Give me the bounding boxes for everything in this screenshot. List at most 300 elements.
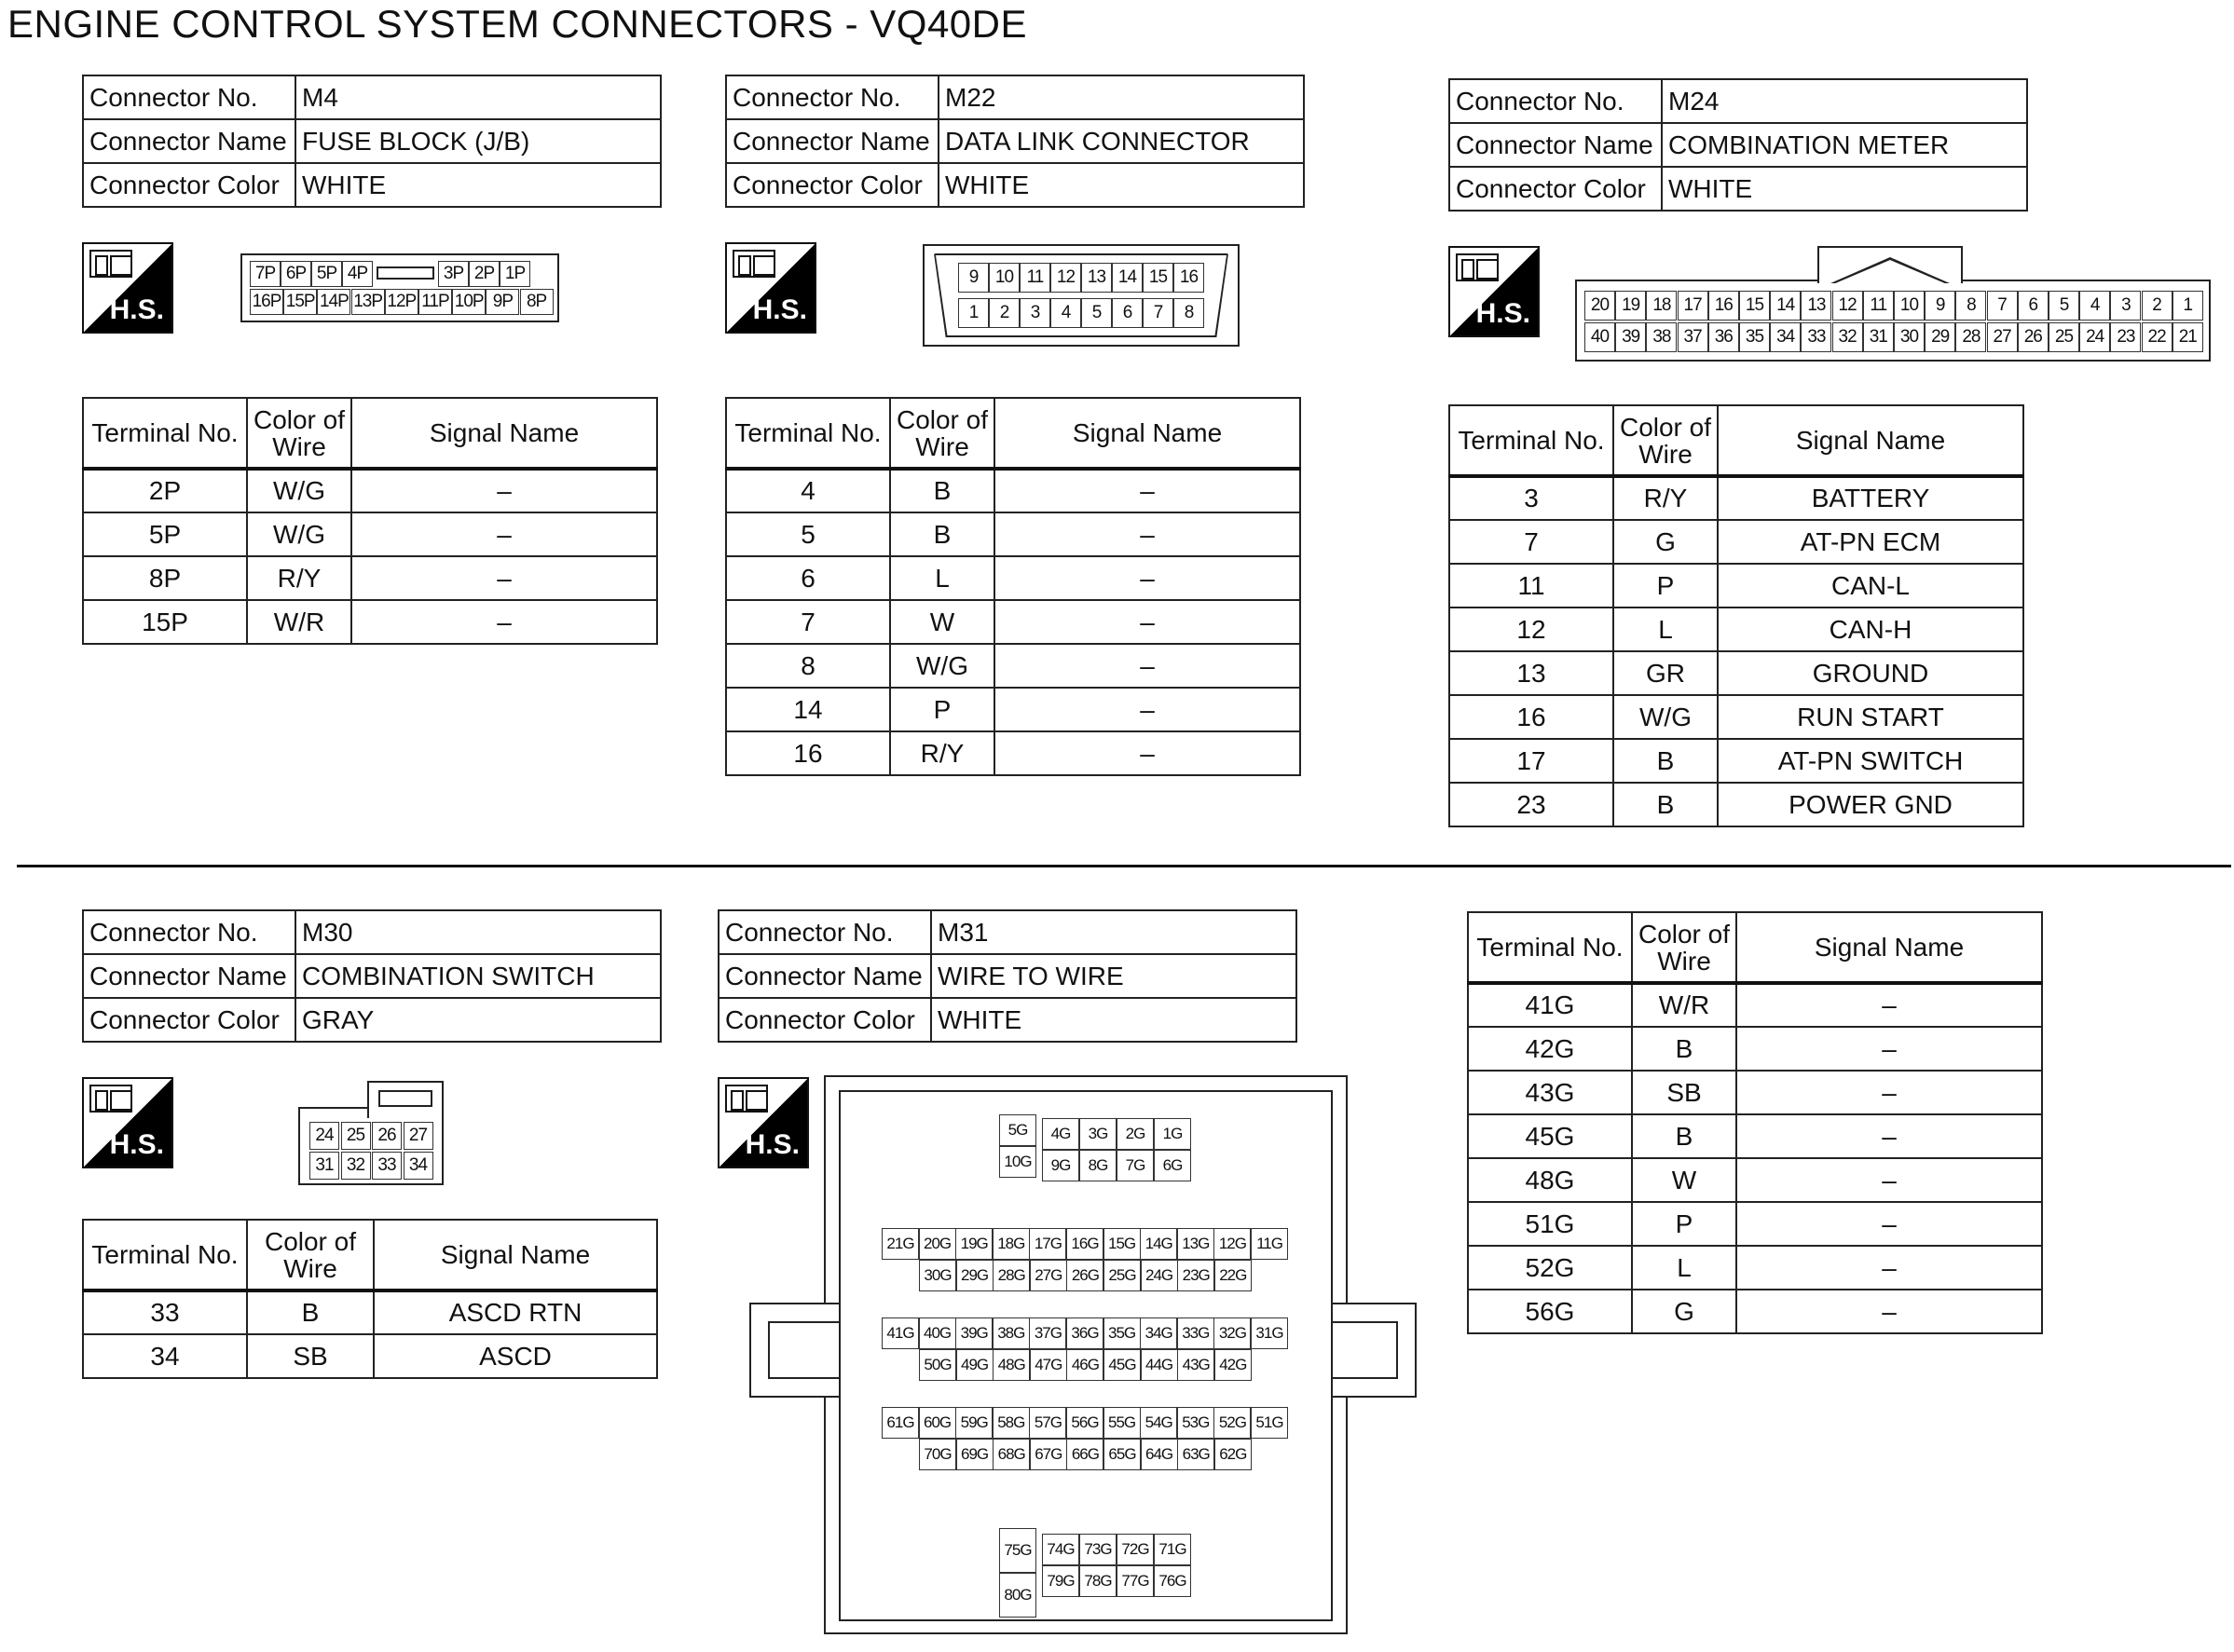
- connector-name-label: Connector Name: [719, 954, 931, 998]
- pin-cavity: 33: [1801, 322, 1831, 352]
- terminal-row: [1468, 1071, 2042, 1114]
- signal-name-cell: RUN START: [1718, 695, 2023, 739]
- pin-cavity: 11P: [418, 289, 452, 315]
- wire-color-cell: B: [1613, 739, 1718, 783]
- pin-cavity: 80G: [999, 1573, 1036, 1618]
- pin-cavity: 2: [989, 298, 1020, 328]
- pin-cavity: 3P: [438, 261, 469, 287]
- pin-cavity: 3G: [1079, 1118, 1117, 1150]
- harness-side-badge: [725, 242, 816, 334]
- pin-cavity: 49G: [956, 1349, 994, 1381]
- pin-cavity: 6: [1112, 298, 1143, 328]
- signal-name-cell: –: [994, 731, 1300, 775]
- m30-connector-face: [298, 1081, 444, 1185]
- wire-color-cell: W: [890, 600, 994, 644]
- terminal-no-cell: 12: [1449, 608, 1613, 651]
- pin-cavity: 26: [2018, 322, 2049, 352]
- pin-cavity: 12P: [385, 289, 418, 315]
- connector-color-label: Connector Color: [1449, 167, 1662, 211]
- signal-name-cell: –: [1736, 1114, 2042, 1158]
- m22-connector-face: [923, 244, 1240, 347]
- m22-info-table: [725, 75, 1305, 208]
- pin-cavity: 39: [1615, 322, 1646, 352]
- signal-name-cell: AT-PN SWITCH: [1718, 739, 2023, 783]
- pin-cavity: 15: [1739, 291, 1770, 321]
- signal-name-cell: ASCD: [374, 1334, 657, 1378]
- pin-cavity: 5: [1081, 298, 1112, 328]
- terminal-row: [1449, 739, 2023, 783]
- terminal-no-cell: 5: [726, 512, 890, 556]
- terminal-no-cell: 8: [726, 644, 890, 688]
- pin-cavity: 23G: [1177, 1260, 1214, 1291]
- pin-cavity: 67G: [1030, 1439, 1067, 1470]
- wire-color-cell: B: [1613, 783, 1718, 826]
- signal-name-header: Signal Name: [374, 1220, 657, 1290]
- terminal-row: [83, 600, 657, 644]
- terminal-row: [1468, 1027, 2042, 1071]
- terminal-no-cell: 14: [726, 688, 890, 731]
- wire-color-cell: L: [890, 556, 994, 600]
- terminal-no-cell: 33: [83, 1290, 247, 1334]
- terminal-row: [83, 469, 657, 512]
- harness-side-badge: [82, 1077, 173, 1168]
- pin-cavity: 28G: [993, 1260, 1030, 1291]
- pin-cavity: 7: [1987, 291, 2018, 321]
- pin-cavity: 25G: [1103, 1260, 1141, 1291]
- connector-color-value: WHITE: [295, 163, 661, 207]
- pin-cavity: 66G: [1066, 1439, 1103, 1470]
- pin-cavity: 4: [2079, 291, 2110, 321]
- terminal-row: [1449, 608, 2023, 651]
- pin-cavity: 6P: [281, 261, 311, 287]
- pin-cavity: 8P: [520, 289, 554, 315]
- pin-cavity: 9: [1925, 291, 1955, 321]
- pin-cavity: 26: [372, 1122, 402, 1150]
- wire-color-cell: W/R: [247, 600, 351, 644]
- signal-name-cell: –: [1736, 1246, 2042, 1290]
- connector-no-value: M31: [931, 910, 1296, 954]
- terminal-row: [726, 688, 1300, 731]
- pin-cavity: 19G: [955, 1228, 993, 1260]
- terminal-no-cell: 41G: [1468, 983, 1632, 1027]
- signal-name-cell: –: [351, 469, 657, 512]
- pin-cavity: 12G: [1213, 1228, 1251, 1260]
- pin-cavity: 2: [2142, 291, 2172, 321]
- pin-cavity: 29: [1925, 322, 1955, 352]
- color-of-wire-header: Color of Wire: [1613, 405, 1718, 476]
- wire-color-cell: SB: [1632, 1071, 1736, 1114]
- pin-cavity: 25: [341, 1122, 371, 1150]
- pin-cavity: 47G: [1030, 1349, 1067, 1381]
- terminal-row: [83, 556, 657, 600]
- connector-no-label: Connector No.: [726, 75, 939, 119]
- pin-cavity: 30: [1894, 322, 1925, 352]
- signal-name-cell: –: [1736, 983, 2042, 1027]
- connector-name-value: COMBINATION SWITCH: [295, 954, 661, 998]
- pin-cavity: 26G: [1066, 1260, 1103, 1291]
- terminal-no-cell: 7: [1449, 520, 1613, 564]
- terminal-no-cell: 7: [726, 600, 890, 644]
- connector-no-value: M24: [1662, 79, 2027, 123]
- pin-cavity: 14: [1770, 291, 1801, 321]
- signal-name-cell: CAN-L: [1718, 564, 2023, 608]
- pin-cavity: 10: [1894, 291, 1925, 321]
- pin-cavity: 21: [2172, 322, 2203, 352]
- connector-no-label: Connector No.: [719, 910, 931, 954]
- pin-cavity: 37: [1678, 322, 1708, 352]
- connector-no-value: M4: [295, 75, 661, 119]
- m31-terminal-table: [1467, 911, 2043, 1334]
- m22-terminal-table: [725, 397, 1301, 776]
- pin-cavity: 40G: [919, 1318, 956, 1349]
- hs-label: H.S.: [752, 294, 807, 325]
- pin-cavity: 14G: [1140, 1228, 1177, 1260]
- wire-color-cell: R/Y: [1613, 476, 1718, 520]
- pin-cavity: 7P: [250, 261, 281, 287]
- pin-cavity: 2P: [469, 261, 500, 287]
- color-of-wire-header: Color of Wire: [247, 1220, 374, 1290]
- pin-cavity: 14P: [317, 289, 350, 315]
- pin-cavity: 40: [1584, 322, 1615, 352]
- terminal-no-cell: 5P: [83, 512, 247, 556]
- pin-cavity: 62G: [1214, 1439, 1252, 1470]
- wire-color-cell: R/Y: [890, 731, 994, 775]
- connector-color-label: Connector Color: [83, 998, 295, 1042]
- terminal-no-cell: 45G: [1468, 1114, 1632, 1158]
- connector-name-label: Connector Name: [1449, 123, 1662, 167]
- pin-cavity: 25: [2049, 322, 2079, 352]
- pin-cavity: 52G: [1213, 1407, 1251, 1439]
- signal-name-cell: –: [994, 556, 1300, 600]
- section-divider: [17, 865, 2231, 867]
- pin-cavity: 35G: [1103, 1318, 1141, 1349]
- pin-cavity: 72G: [1117, 1534, 1154, 1565]
- key-tab-inner: [1833, 260, 1947, 284]
- pin-cavity: 15P: [283, 289, 317, 315]
- pin-cavity: 36: [1708, 322, 1739, 352]
- hs-label: H.S.: [745, 1129, 800, 1160]
- terminal-row: [1449, 520, 2023, 564]
- pin-cavity: 8G: [1079, 1150, 1117, 1181]
- signal-name-cell: –: [994, 600, 1300, 644]
- terminal-no-cell: 4: [726, 469, 890, 512]
- pin-cavity: 33G: [1177, 1318, 1214, 1349]
- terminal-row: [726, 644, 1300, 688]
- pin-cavity: 22G: [1214, 1260, 1252, 1291]
- pin-cavity: 10P: [452, 289, 486, 315]
- terminal-row: [1449, 783, 2023, 826]
- signal-name-cell: GROUND: [1718, 651, 2023, 695]
- pin-cavity: 13G: [1177, 1228, 1214, 1260]
- wire-color-cell: SB: [247, 1334, 374, 1378]
- pin-cavity: 27: [404, 1122, 433, 1150]
- connector-color-label: Connector Color: [726, 163, 939, 207]
- pin-cavity: 68G: [993, 1439, 1030, 1470]
- pin-cavity: 6: [2018, 291, 2049, 321]
- pin-cavity: 77G: [1117, 1565, 1154, 1597]
- pin-cavity: 38G: [993, 1318, 1030, 1349]
- pin-cavity: 22: [2142, 322, 2172, 352]
- pin-cavity: 20: [1584, 291, 1615, 321]
- hs-label: H.S.: [109, 294, 164, 325]
- pin-cavity: 55G: [1103, 1407, 1141, 1439]
- connector-no-label: Connector No.: [83, 75, 295, 119]
- m30-lock-slot: [378, 1090, 432, 1107]
- pin-cavity: 23: [2110, 322, 2141, 352]
- pin-cavity: 30G: [919, 1260, 956, 1291]
- terminal-row: [1468, 1158, 2042, 1202]
- pin-cavity: 29G: [956, 1260, 994, 1291]
- terminal-no-cell: 16: [1449, 695, 1613, 739]
- pin-cavity: 43G: [1177, 1349, 1214, 1381]
- terminal-no-cell: 6: [726, 556, 890, 600]
- signal-name-header: Signal Name: [994, 398, 1300, 469]
- pin-cavity: 15: [1143, 263, 1173, 293]
- pin-cavity: 56G: [1066, 1407, 1103, 1439]
- m24-connector-key: [1817, 246, 1963, 283]
- pin-cavity: 42G: [1214, 1349, 1252, 1381]
- terminal-no-header: Terminal No.: [1468, 912, 1632, 983]
- pin-cavity: [373, 261, 438, 287]
- color-of-wire-header: Color of Wire: [247, 398, 351, 469]
- pin-cavity: 65G: [1103, 1439, 1141, 1470]
- terminal-no-cell: 11: [1449, 564, 1613, 608]
- pin-cavity: 44G: [1141, 1349, 1178, 1381]
- wire-color-cell: P: [890, 688, 994, 731]
- connector-name-label: Connector Name: [83, 954, 295, 998]
- pin-cavity: 9G: [1042, 1150, 1079, 1181]
- signal-name-cell: ASCD RTN: [374, 1290, 657, 1334]
- connector-name-label: Connector Name: [83, 119, 295, 163]
- pin-cavity: 16: [1708, 291, 1739, 321]
- pin-cavity: 13: [1081, 263, 1112, 293]
- terminal-row: [726, 731, 1300, 775]
- pin-cavity: 13P: [351, 289, 385, 315]
- terminal-row: [726, 600, 1300, 644]
- m24-info-table: [1448, 78, 2028, 212]
- pin-cavity: 32: [1832, 322, 1863, 352]
- connector-color-value: WHITE: [939, 163, 1304, 207]
- terminal-no-cell: 42G: [1468, 1027, 1632, 1071]
- terminal-row: [726, 556, 1300, 600]
- terminal-no-header: Terminal No.: [83, 398, 247, 469]
- pin-cavity: 6G: [1154, 1150, 1191, 1181]
- pin-cavity: 11: [1863, 291, 1894, 321]
- pin-cavity: 60G: [919, 1407, 956, 1439]
- wire-color-cell: G: [1632, 1290, 1736, 1333]
- pin-cavity: 24: [2079, 322, 2110, 352]
- connector-icon: [89, 1085, 132, 1113]
- pin-cavity: 18G: [993, 1228, 1030, 1260]
- pin-cavity: 73G: [1079, 1534, 1117, 1565]
- pin-cavity: 9: [958, 263, 989, 293]
- connector-no-value: M30: [295, 910, 661, 954]
- pin-cavity: 79G: [1042, 1565, 1079, 1597]
- pin-cavity: 61G: [882, 1407, 919, 1439]
- pin-cavity: 31: [309, 1152, 339, 1180]
- color-of-wire-header: Color of Wire: [890, 398, 994, 469]
- connector-no-label: Connector No.: [83, 910, 295, 954]
- pin-cavity: 71G: [1154, 1534, 1191, 1565]
- pin-cavity: 12: [1050, 263, 1081, 293]
- terminal-no-cell: 34: [83, 1334, 247, 1378]
- wire-color-cell: W/G: [247, 512, 351, 556]
- pin-cavity: 20G: [919, 1228, 956, 1260]
- pin-cavity: 10: [989, 263, 1020, 293]
- wire-color-cell: B: [890, 469, 994, 512]
- terminal-row: [1468, 1114, 2042, 1158]
- terminal-no-cell: 56G: [1468, 1290, 1632, 1333]
- pin-cavity: 33: [372, 1152, 402, 1180]
- pin-cavity: 18: [1646, 291, 1677, 321]
- terminal-no-cell: 2P: [83, 469, 247, 512]
- signal-name-header: Signal Name: [351, 398, 657, 469]
- pin-cavity: 32: [341, 1152, 371, 1180]
- pin-cavity: 50G: [919, 1349, 956, 1381]
- pin-cavity: 8: [1173, 298, 1204, 328]
- pin-cavity: 16: [1173, 263, 1204, 293]
- terminal-no-cell: 23: [1449, 783, 1613, 826]
- connector-name-value: COMBINATION METER: [1662, 123, 2027, 167]
- wire-color-cell: L: [1632, 1246, 1736, 1290]
- pin-cavity: 78G: [1079, 1565, 1117, 1597]
- m4-info-table: [82, 75, 662, 208]
- connector-color-value: GRAY: [295, 998, 661, 1042]
- connector-no-label: Connector No.: [1449, 79, 1662, 123]
- wire-color-cell: GR: [1613, 651, 1718, 695]
- pin-cavity: 63G: [1177, 1439, 1214, 1470]
- terminal-no-cell: 3: [1449, 476, 1613, 520]
- m4-terminal-table: [82, 397, 658, 645]
- wire-color-cell: B: [247, 1290, 374, 1334]
- pin-cavity: 11: [1020, 263, 1050, 293]
- pin-cavity: 51G: [1251, 1407, 1288, 1439]
- pin-cavity: 24G: [1141, 1260, 1178, 1291]
- pin-cavity: 48G: [993, 1349, 1030, 1381]
- m24-terminal-table: [1448, 404, 2024, 827]
- m30-info-table: [82, 909, 662, 1043]
- wire-color-cell: R/Y: [247, 556, 351, 600]
- signal-name-cell: –: [994, 688, 1300, 731]
- connector-icon: [89, 250, 132, 278]
- pin-cavity: 17G: [1029, 1228, 1066, 1260]
- connector-color-label: Connector Color: [719, 998, 931, 1042]
- signal-name-cell: –: [1736, 1290, 2042, 1333]
- signal-name-cell: –: [1736, 1071, 2042, 1114]
- m30-terminal-table: [82, 1219, 658, 1379]
- pin-cavity: 75G: [999, 1528, 1036, 1573]
- terminal-no-header: Terminal No.: [83, 1220, 247, 1290]
- signal-name-cell: –: [351, 556, 657, 600]
- signal-name-cell: –: [994, 469, 1300, 512]
- signal-name-cell: BATTERY: [1718, 476, 2023, 520]
- pin-cavity: 19: [1615, 291, 1646, 321]
- connector-icon: [1456, 253, 1499, 281]
- pin-cavity: 17: [1678, 291, 1708, 321]
- connector-color-label: Connector Color: [83, 163, 295, 207]
- m31-connector-face: [749, 1075, 1417, 1634]
- pin-cavity: 36G: [1066, 1318, 1103, 1349]
- connector-name-label: Connector Name: [726, 119, 939, 163]
- terminal-row: [83, 1290, 657, 1334]
- pin-cavity: 37G: [1029, 1318, 1066, 1349]
- page-title: ENGINE CONTROL SYSTEM CONNECTORS - VQ40DE: [7, 2, 1028, 46]
- pin-cavity: 34: [404, 1152, 433, 1180]
- pin-cavity: 7G: [1117, 1150, 1154, 1181]
- signal-name-cell: CAN-H: [1718, 608, 2023, 651]
- pin-cavity: 32G: [1213, 1318, 1251, 1349]
- pin-cavity: 10G: [999, 1146, 1036, 1178]
- m4-connector-face: [240, 253, 559, 322]
- pin-cavity: 24: [309, 1122, 339, 1150]
- pin-cavity: 12: [1832, 291, 1863, 321]
- pin-cavity: 1G: [1154, 1118, 1191, 1150]
- wire-color-cell: W/G: [247, 469, 351, 512]
- connector-name-value: WIRE TO WIRE: [931, 954, 1296, 998]
- signal-name-cell: –: [1736, 1202, 2042, 1246]
- terminal-row: [1449, 476, 2023, 520]
- pin-cavity: 57G: [1029, 1407, 1066, 1439]
- pin-cavity: 11G: [1251, 1228, 1288, 1260]
- pin-cavity: 3: [2110, 291, 2141, 321]
- wire-color-cell: B: [1632, 1027, 1736, 1071]
- pin-cavity: 34G: [1140, 1318, 1177, 1349]
- wire-color-cell: W: [1632, 1158, 1736, 1202]
- pin-cavity: 27: [1987, 322, 2018, 352]
- pin-cavity: 3: [1020, 298, 1050, 328]
- m24-connector-face: [1575, 280, 2211, 362]
- pin-cavity: 14: [1112, 263, 1143, 293]
- harness-side-badge: [1448, 246, 1540, 337]
- pin-cavity: 59G: [955, 1407, 993, 1439]
- pin-cavity: 21G: [882, 1228, 919, 1260]
- pin-cavity: 45G: [1103, 1349, 1141, 1381]
- terminal-no-cell: 13: [1449, 651, 1613, 695]
- terminal-no-header: Terminal No.: [726, 398, 890, 469]
- hs-label: H.S.: [109, 1129, 164, 1160]
- pin-cavity: 5G: [999, 1114, 1036, 1146]
- terminal-row: [83, 1334, 657, 1378]
- terminal-no-cell: 8P: [83, 556, 247, 600]
- terminal-no-cell: 17: [1449, 739, 1613, 783]
- terminal-no-cell: 43G: [1468, 1071, 1632, 1114]
- signal-name-cell: –: [994, 644, 1300, 688]
- pin-cavity: 4P: [342, 261, 373, 287]
- wire-color-cell: P: [1613, 564, 1718, 608]
- terminal-row: [83, 512, 657, 556]
- pin-cavity: 1: [958, 298, 989, 328]
- signal-name-header: Signal Name: [1736, 912, 2042, 983]
- signal-name-cell: –: [351, 600, 657, 644]
- pin-cavity: 54G: [1140, 1407, 1177, 1439]
- hs-label: H.S.: [1475, 298, 1530, 329]
- pin-cavity: 38: [1646, 322, 1677, 352]
- terminal-no-cell: 52G: [1468, 1246, 1632, 1290]
- pin-cavity: 4: [1050, 298, 1081, 328]
- pin-cavity: 28: [1955, 322, 1986, 352]
- pin-cavity: 34: [1770, 322, 1801, 352]
- signal-name-cell: –: [994, 512, 1300, 556]
- signal-name-cell: –: [351, 512, 657, 556]
- wire-color-cell: P: [1632, 1202, 1736, 1246]
- connector-icon: [733, 250, 775, 278]
- pin-cavity: 69G: [956, 1439, 994, 1470]
- wire-color-cell: W/R: [1632, 983, 1736, 1027]
- terminal-row: [1468, 983, 2042, 1027]
- pin-cavity: 7: [1143, 298, 1173, 328]
- m31-pin-layer: [749, 1075, 1417, 1634]
- pin-cavity: 2G: [1117, 1118, 1154, 1150]
